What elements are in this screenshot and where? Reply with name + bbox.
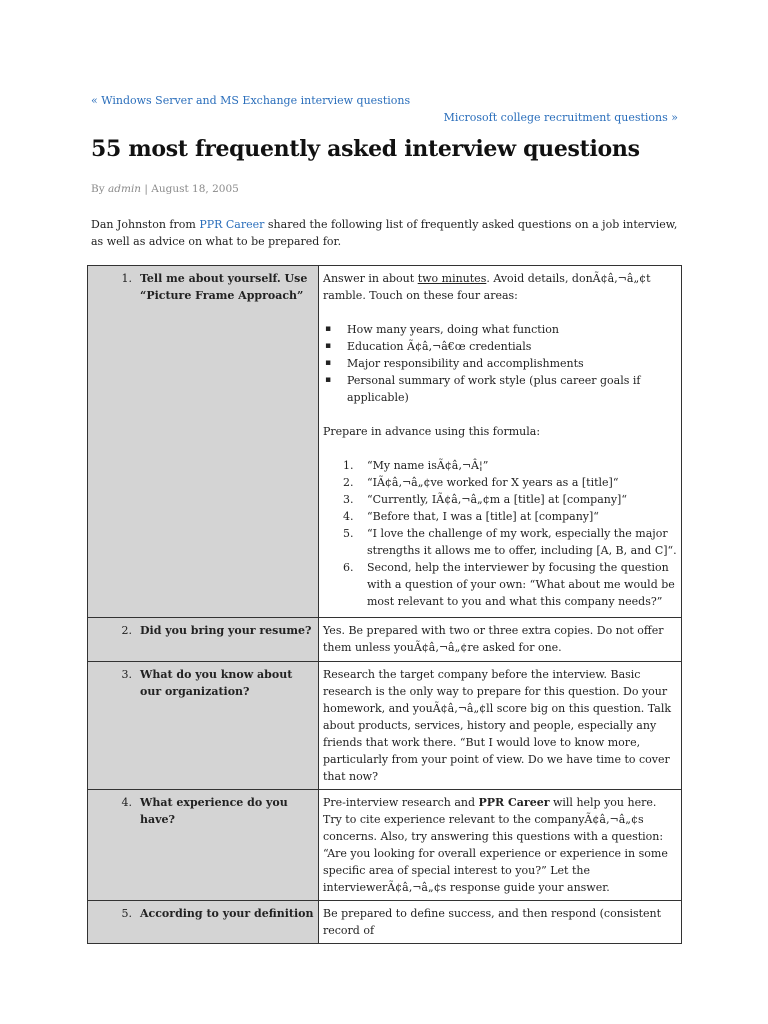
table-row — [88, 901, 682, 944]
answer-text: Be prepared to define success, and then respond (consistent record of — [323, 907, 662, 937]
step-text: “I love the challenge of my work, especially the major strengths it allows me to offer, including [A, B, and C]“. — [367, 527, 677, 557]
bullet-icon: ▪ — [325, 341, 332, 351]
answer-text: Research the target company before the interview. Basic research is the only way to prepare for this question. Do your homework, and youÃ¢â‚¬â„¢ll score big on this question. Talk about products, services, history and people, especially any friends that work there. “But I would love to know more, particularly from your point of view. Do we have time to cover that now? — [323, 668, 672, 783]
list-item-text: Education Ã¢â‚¬â€œ credentials — [347, 340, 532, 353]
question-cell — [88, 662, 319, 790]
list-item — [323, 474, 677, 491]
answer-bold: PPR Career — [478, 796, 550, 809]
table-row — [88, 618, 682, 662]
question-number: 1. — [121, 272, 132, 285]
list-item — [323, 372, 677, 406]
question-cell — [88, 618, 319, 662]
byline-prefix: By — [91, 183, 108, 195]
list-item-text: Personal summary of work style (plus career goals if applicable) — [347, 374, 641, 404]
intro-text-end: shared the following list of frequently asked questions on a job interview, as well as advice on what to be prepared for. — [91, 218, 678, 248]
list-item — [323, 559, 677, 610]
answer-text: will help you here. Try to cite experience relevant to the companyÃ¢â‚¬â„¢s concerns. Also, try answering this questions with a question: “Are you looking for overall experience or experience in some specific area of special interest to you?” Let the interviewerÃ¢â‚¬â„¢s response guide your answer. — [323, 796, 668, 894]
question-number: 4. — [121, 796, 132, 809]
table-row — [88, 266, 682, 618]
list-item-text: Major responsibility and accomplishments — [347, 357, 584, 370]
question-cell — [88, 266, 319, 618]
question-text: What experience do you have? — [140, 796, 288, 826]
list-item — [323, 355, 677, 372]
answer-cell — [319, 266, 682, 618]
answer-intro — [323, 270, 677, 304]
step-number: 6. — [343, 561, 354, 574]
answer-text: Yes. Be prepared with two or three extra copies. Do not offer them unless youÃ¢â‚¬â„¢re asked for one. — [323, 624, 664, 654]
formula-text: Prepare in advance using this formula: — [323, 425, 541, 438]
previous-post-link[interactable]: « Windows Server and MS Exchange interview questions — [91, 94, 411, 107]
list-item — [323, 491, 677, 508]
page-title: 55 most frequently asked interview questions — [91, 136, 640, 162]
step-number: 1. — [343, 459, 354, 472]
step-number: 3. — [343, 493, 354, 506]
author-link[interactable]: admin — [108, 183, 142, 195]
step-number: 4. — [343, 510, 354, 523]
answer-cell — [319, 618, 682, 662]
question-text: Tell me about yourself. Use “Picture Frame Approach” — [140, 272, 308, 302]
question-cell — [88, 901, 319, 944]
step-text: “My name isÃ¢â‚¬Â¦” — [367, 459, 489, 472]
intro-text-start: Dan Johnston from — [91, 218, 200, 231]
question-number: 5. — [121, 907, 132, 920]
question-cell — [88, 790, 319, 901]
bullet-icon: ▪ — [325, 324, 332, 334]
post-date: | August 18, 2005 — [141, 183, 239, 195]
question-number: 3. — [121, 668, 132, 681]
intro-paragraph — [91, 216, 691, 250]
list-item — [323, 525, 677, 559]
formula-steps — [323, 457, 677, 610]
bullet-icon: ▪ — [325, 358, 332, 368]
questions-table — [87, 265, 682, 944]
question-text: Did you bring your resume? — [140, 624, 312, 637]
answer-text: . Avoid details, donÃ¢â‚¬â„¢t ramble. Touch on these four areas: — [323, 272, 651, 302]
step-text: “Currently, IÃ¢â‚¬â„¢m a [title] at [company]“ — [367, 493, 627, 506]
answer-cell — [319, 790, 682, 901]
table-row — [88, 662, 682, 790]
step-number: 2. — [343, 476, 354, 489]
question-number: 2. — [121, 624, 132, 637]
answer-text: Pre-interview research and — [323, 796, 479, 809]
step-text: Second, help the interviewer by focusing the question with a question of your own: “What about me would be most relevant to you and what this company needs?” — [367, 561, 675, 608]
list-item — [323, 457, 677, 474]
question-text: What do you know about our organization? — [140, 668, 293, 698]
step-text: “IÃ¢â‚¬â„¢ve worked for X years as a [title]“ — [367, 476, 619, 489]
answer-paragraph — [323, 794, 677, 896]
question-text: According to your definition — [140, 907, 314, 920]
bullet-icon: ▪ — [325, 375, 332, 385]
step-text: “Before that, I was a [title] at [company]“ — [367, 510, 599, 523]
answer-underlined: two minutes — [417, 272, 487, 285]
answer-text: Answer in about — [323, 272, 418, 285]
post-meta — [91, 181, 239, 198]
answer-cell — [319, 662, 682, 790]
step-number: 5. — [343, 527, 354, 540]
ppr-career-link[interactable]: PPR Career — [199, 218, 265, 231]
list-item — [323, 338, 677, 355]
list-item — [323, 321, 677, 338]
answer-cell — [319, 901, 682, 944]
next-post-link[interactable]: Microsoft college recruitment questions » — [443, 111, 678, 124]
list-item — [323, 508, 677, 525]
list-item-text: How many years, doing what function — [347, 323, 559, 336]
table-row — [88, 790, 682, 901]
areas-list — [323, 321, 677, 406]
